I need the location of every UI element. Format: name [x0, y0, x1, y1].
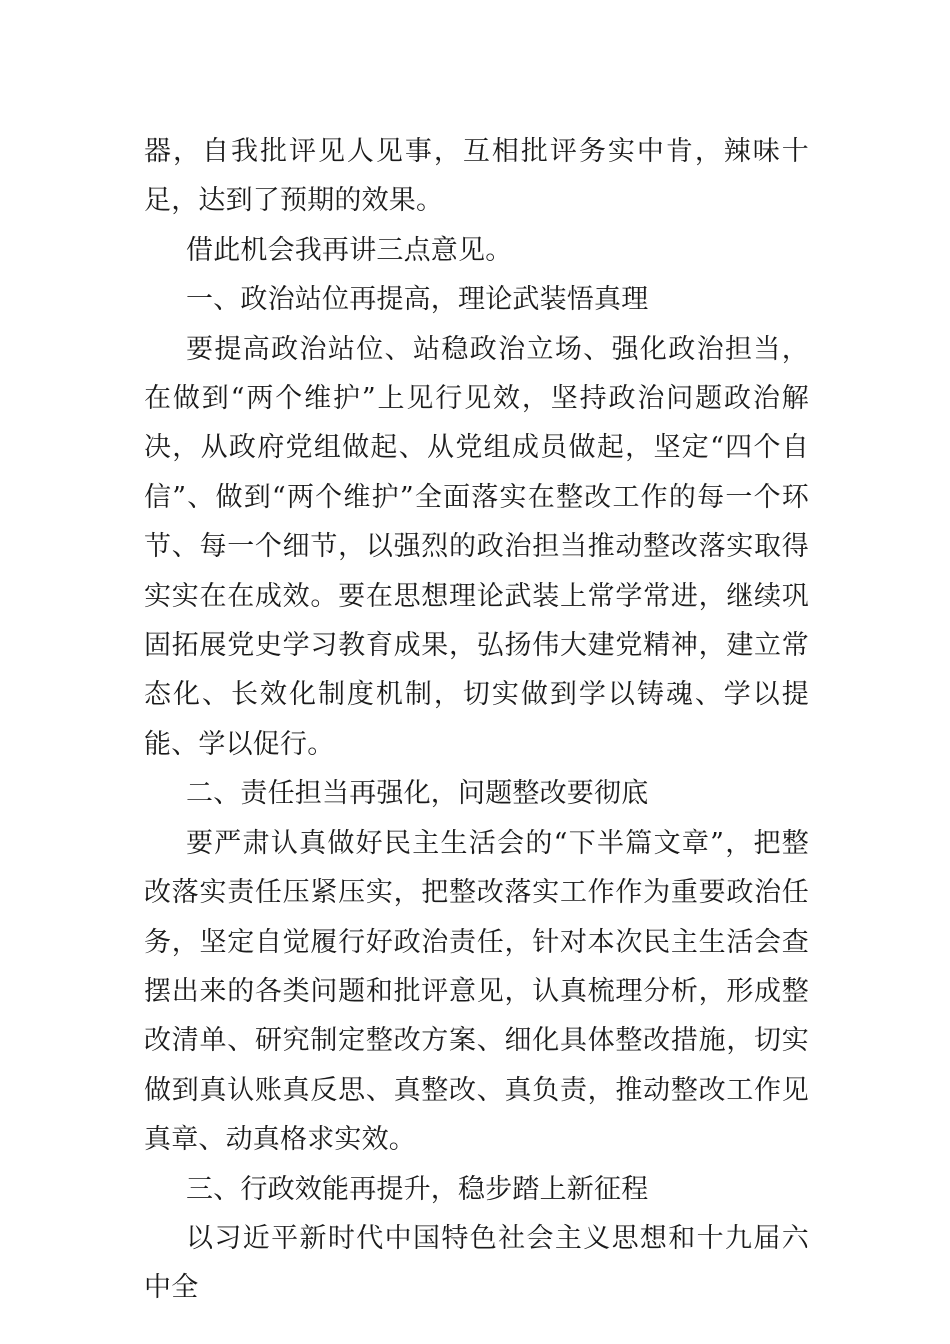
section-heading-3: 三、行政效能再提升，稳步踏上新征程: [186, 1173, 649, 1205]
paragraph-section-1: 要提高政治站位、站稳政治立场、强化政治担当，在做到“两个维护”上见行见效，坚持政治问题政治解决，从政府党组做起、从党组成员做起，坚定“四个自信”、做到“两个维护”全面落实在整改工作的每一个环节、每一个细节，以强烈的政治担当推动整改落实取得实实在在成效。要在思想理论武装上常学常进，继续巩固拓展党史学习教育成果，弘扬伟大建党精神，建立常态化、长效化制度机制，切实做到学以铸魂、学以提能、学以促行。: [144, 333, 809, 760]
paragraph-continuation: 器，自我批评见人见事，互相批评务实中肯，辣味十足，达到了预期的效果。: [144, 136, 809, 217]
paragraph-section-3: 以习近平新时代中国特色社会主义思想和十九届六中全: [144, 1222, 809, 1304]
paragraph-intro: 借此机会我再讲三点意见。: [186, 234, 513, 266]
section-heading-2: 二、责任担当再强化，问题整改要彻底: [186, 778, 649, 810]
paragraph-section-2: 要严肃认真做好民主生活会的“下半篇文章”，把整改落实责任压紧压实，把整改落实工作作为重要政治任务，坚定自觉履行好政治责任，针对本次民主生活会查摆出来的各类问题和批评意见，认真梳理分析，形成整改清单、研究制定整改方案、细化具体整改措施，切实做到真认账真反思、真整改、真负责，推动整改工作见真章、动真格求实效。: [144, 827, 809, 1156]
document-body: [144, 127, 809, 1313]
section-heading-1: 一、政治站位再提高，理论武装悟真理: [186, 284, 649, 316]
